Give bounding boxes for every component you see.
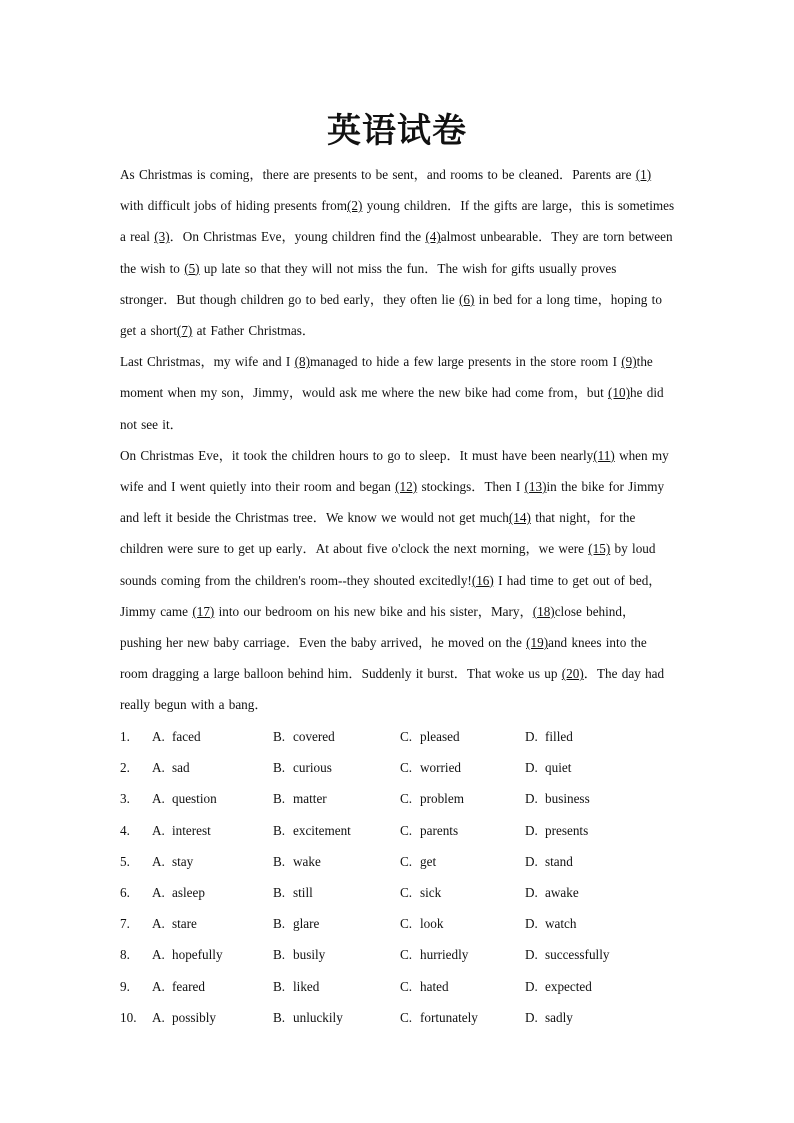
option-a [152, 877, 205, 908]
option-letter: A. [152, 853, 165, 869]
option-letter: B. [273, 947, 286, 963]
option-letter: A. [152, 1009, 165, 1025]
option-d [525, 815, 588, 846]
option-text: question [172, 791, 217, 807]
blank-marker: (2) [347, 198, 363, 214]
option-text: get [420, 853, 437, 869]
option-b [273, 721, 335, 752]
option-text: still [293, 884, 313, 900]
passage-text: ．On Christmas Eve，young children find the [169, 229, 426, 245]
option-letter: D. [525, 947, 538, 963]
option-a [152, 846, 193, 877]
blank-marker: (5) [184, 260, 200, 276]
option-a [152, 783, 217, 814]
answer-options [120, 721, 680, 1033]
option-c [400, 939, 468, 970]
option-letter: C. [400, 729, 413, 744]
option-c [400, 877, 441, 908]
option-letter: C. [400, 822, 413, 838]
option-b [273, 752, 332, 783]
blank-marker: (14) [508, 510, 531, 526]
option-letter: B. [273, 853, 286, 869]
option-text: excitement [293, 822, 351, 838]
option-text: filled [545, 729, 573, 744]
question-row [120, 1002, 680, 1033]
option-letter: D. [525, 884, 538, 900]
question-row [120, 846, 680, 877]
option-text: presents [545, 822, 589, 838]
option-text: fortunately [420, 1009, 478, 1025]
option-d [525, 908, 577, 939]
option-a [152, 721, 201, 752]
option-text: stand [545, 853, 573, 869]
blank-marker: (19) [526, 635, 549, 651]
option-text: asleep [172, 884, 205, 900]
passage-text: stockings．Then I [417, 479, 525, 495]
option-text: pleased [420, 729, 460, 744]
question-number: 5. [120, 853, 130, 869]
option-letter: C. [400, 916, 413, 932]
option-letter: C. [400, 760, 413, 776]
question-number: 6. [120, 884, 130, 900]
option-c [400, 783, 464, 814]
option-letter: A. [152, 978, 165, 994]
passage-text: young children．If the gifts are large，this is sometimes a real [120, 198, 675, 245]
option-c [400, 1002, 478, 1033]
blank-marker: (6) [458, 291, 475, 307]
option-b [273, 1002, 343, 1033]
question-row [120, 908, 680, 939]
option-text: sick [420, 884, 442, 900]
option-a [152, 815, 211, 846]
passage-text: into our bedroom on his new bike and his sister，Mary， [214, 603, 533, 619]
blank-marker: (1) [635, 167, 652, 182]
option-a [152, 971, 205, 1002]
passage-text: that night，for the children were sure to get up early．At about five o'clock the next morning，we were [120, 510, 636, 557]
option-letter: B. [273, 916, 286, 932]
blank-marker: (8) [294, 354, 310, 370]
passage-text: with difficult jobs of hiding presents from [120, 198, 347, 214]
option-letter: C. [400, 791, 413, 807]
option-d [525, 721, 573, 752]
option-text: liked [293, 978, 320, 994]
question-number: 3. [120, 791, 130, 807]
passage-paragraph [120, 346, 676, 440]
question-number: 1. [120, 729, 130, 744]
option-letter: B. [273, 822, 286, 838]
question-row [120, 721, 680, 752]
option-letter: D. [525, 1009, 538, 1025]
option-text: awake [545, 884, 579, 900]
passage-text: he did not see it． [120, 385, 664, 432]
option-text: feared [172, 978, 205, 994]
option-letter: B. [273, 978, 286, 994]
blank-marker: (17) [192, 603, 215, 619]
question-row [120, 877, 680, 908]
option-letter: B. [273, 760, 286, 776]
option-letter: D. [525, 822, 538, 838]
blank-marker: (20) [561, 666, 584, 682]
option-text: sad [172, 760, 190, 776]
blank-marker: (3) [154, 229, 170, 245]
passage-paragraph [120, 159, 676, 346]
option-c [400, 721, 460, 752]
option-letter: C. [400, 853, 413, 869]
blank-marker: (18) [532, 603, 555, 619]
page-title: 英语试卷 [327, 111, 467, 151]
passage-text: by loud sounds coming from the children's room--they shouted excitedly! [120, 541, 656, 588]
option-a [152, 939, 223, 970]
question-number: 7. [120, 916, 130, 932]
question-row [120, 815, 680, 846]
option-c [400, 908, 443, 939]
question-row [120, 971, 680, 1002]
passage-text: in bed for a long time，hoping to get a short [120, 291, 662, 339]
option-letter: B. [273, 884, 286, 900]
option-a [152, 908, 197, 939]
passage-text: at Father Christmas． [192, 323, 316, 339]
question-row [120, 783, 680, 814]
option-letter: C. [400, 1009, 413, 1025]
option-letter: D. [525, 760, 538, 776]
option-b [273, 939, 325, 970]
option-letter: A. [152, 947, 165, 963]
option-text: successfully [545, 947, 610, 963]
passage-text: close behind，pushing her new baby carriage．Even the baby arrived，he moved on the [120, 603, 636, 651]
option-text: wake [293, 853, 321, 869]
option-letter: D. [525, 978, 538, 994]
blank-marker: (7) [176, 323, 193, 339]
option-text: hated [420, 978, 449, 994]
option-d [525, 752, 571, 783]
option-text: look [420, 916, 444, 932]
option-c [400, 846, 436, 877]
option-letter: B. [273, 1009, 286, 1025]
option-b [273, 783, 327, 814]
blank-marker: (4) [425, 229, 441, 245]
option-text: stare [172, 916, 197, 932]
option-letter: B. [273, 729, 286, 744]
option-text: hopefully [172, 947, 223, 963]
question-number: 9. [120, 978, 130, 994]
passage-text: Last Christmas，my wife and I [120, 354, 295, 370]
option-text: expected [545, 978, 592, 994]
blank-marker: (10) [608, 385, 631, 401]
passage-text: up late so that they will not miss the fun．The wish for gifts usually proves stronger．But though children go to bed early，they often lie [120, 260, 617, 307]
option-text: busily [293, 947, 326, 963]
option-a [152, 752, 190, 783]
blank-marker: (9) [621, 354, 637, 370]
option-text: covered [293, 729, 335, 744]
option-letter: D. [525, 791, 538, 807]
option-text: curious [293, 760, 332, 776]
option-letter: D. [525, 853, 538, 869]
option-b [273, 908, 319, 939]
option-text: problem [420, 791, 464, 807]
passage-text: when my wife and I went quietly into their room and began [120, 447, 669, 495]
question-number: 10. [120, 1009, 137, 1025]
option-letter: A. [152, 729, 165, 744]
option-text: matter [293, 791, 327, 807]
blank-marker: (11) [593, 447, 615, 463]
option-d [525, 877, 579, 908]
blank-marker: (16) [471, 572, 494, 588]
option-text: interest [172, 822, 211, 838]
option-text: sadly [545, 1009, 573, 1025]
option-text: business [545, 791, 590, 807]
option-text: hurriedly [420, 947, 469, 963]
option-text: worried [420, 760, 462, 776]
passage-text: I had time to get out of bed，Jimmy came [120, 572, 662, 619]
passage-text: On Christmas Eve，it took the children hours to go to sleep．It must have been nearly [120, 447, 594, 463]
option-text: watch [545, 916, 577, 932]
option-d [525, 783, 590, 814]
option-letter: A. [152, 884, 165, 900]
passage-text: As Christmas is coming，there are presents to be sent，and rooms to be cleaned．Parents are [120, 167, 636, 182]
cloze-passage [120, 159, 676, 721]
option-letter: C. [400, 978, 413, 994]
passage-text: and knees into the room dragging a large balloon behind him．Suddenly it burst．That woke us up [120, 635, 647, 682]
blank-marker: (15) [588, 541, 611, 557]
option-b [273, 971, 319, 1002]
passage-text: the moment when my son，Jimmy，would ask me where the new bike had come from，but [120, 354, 653, 401]
option-text: stay [172, 853, 194, 869]
option-d [525, 971, 592, 1002]
option-b [273, 846, 321, 877]
question-number: 4. [120, 822, 130, 838]
question-number: 2. [120, 760, 130, 776]
option-letter: C. [400, 884, 413, 900]
question-row [120, 752, 680, 783]
option-letter: A. [152, 822, 165, 838]
passage-paragraph [120, 440, 676, 721]
blank-marker: (13) [524, 479, 547, 495]
option-b [273, 877, 313, 908]
option-text: faced [172, 729, 201, 744]
option-d [525, 939, 609, 970]
option-text: quiet [545, 760, 572, 776]
passage-text: almost unbearable．They are torn between the wish to [120, 229, 673, 276]
passage-text: in the bike for Jimmy and left it beside the Christmas tree．We know we would not get much [120, 479, 665, 526]
option-c [400, 815, 458, 846]
option-letter: A. [152, 791, 165, 807]
option-text: possibly [172, 1009, 216, 1025]
blank-marker: (12) [395, 479, 418, 495]
option-text: unluckily [293, 1009, 343, 1025]
passage-text: ．The day had really begun with a bang． [120, 666, 665, 713]
question-number: 8. [120, 947, 130, 963]
option-text: parents [420, 822, 459, 838]
option-d [525, 846, 573, 877]
passage-text: managed to hide a few large presents in the store room I [309, 354, 622, 370]
option-letter: C. [400, 947, 413, 963]
option-c [400, 971, 449, 1002]
option-b [273, 815, 351, 846]
option-letter: D. [525, 916, 538, 932]
option-text: glare [293, 916, 320, 932]
option-letter: D. [525, 729, 538, 744]
question-row [120, 939, 680, 970]
option-a [152, 1002, 216, 1033]
option-letter: A. [152, 916, 165, 932]
option-c [400, 752, 461, 783]
option-letter: B. [273, 791, 286, 807]
option-letter: A. [152, 760, 165, 776]
option-d [525, 1002, 573, 1033]
